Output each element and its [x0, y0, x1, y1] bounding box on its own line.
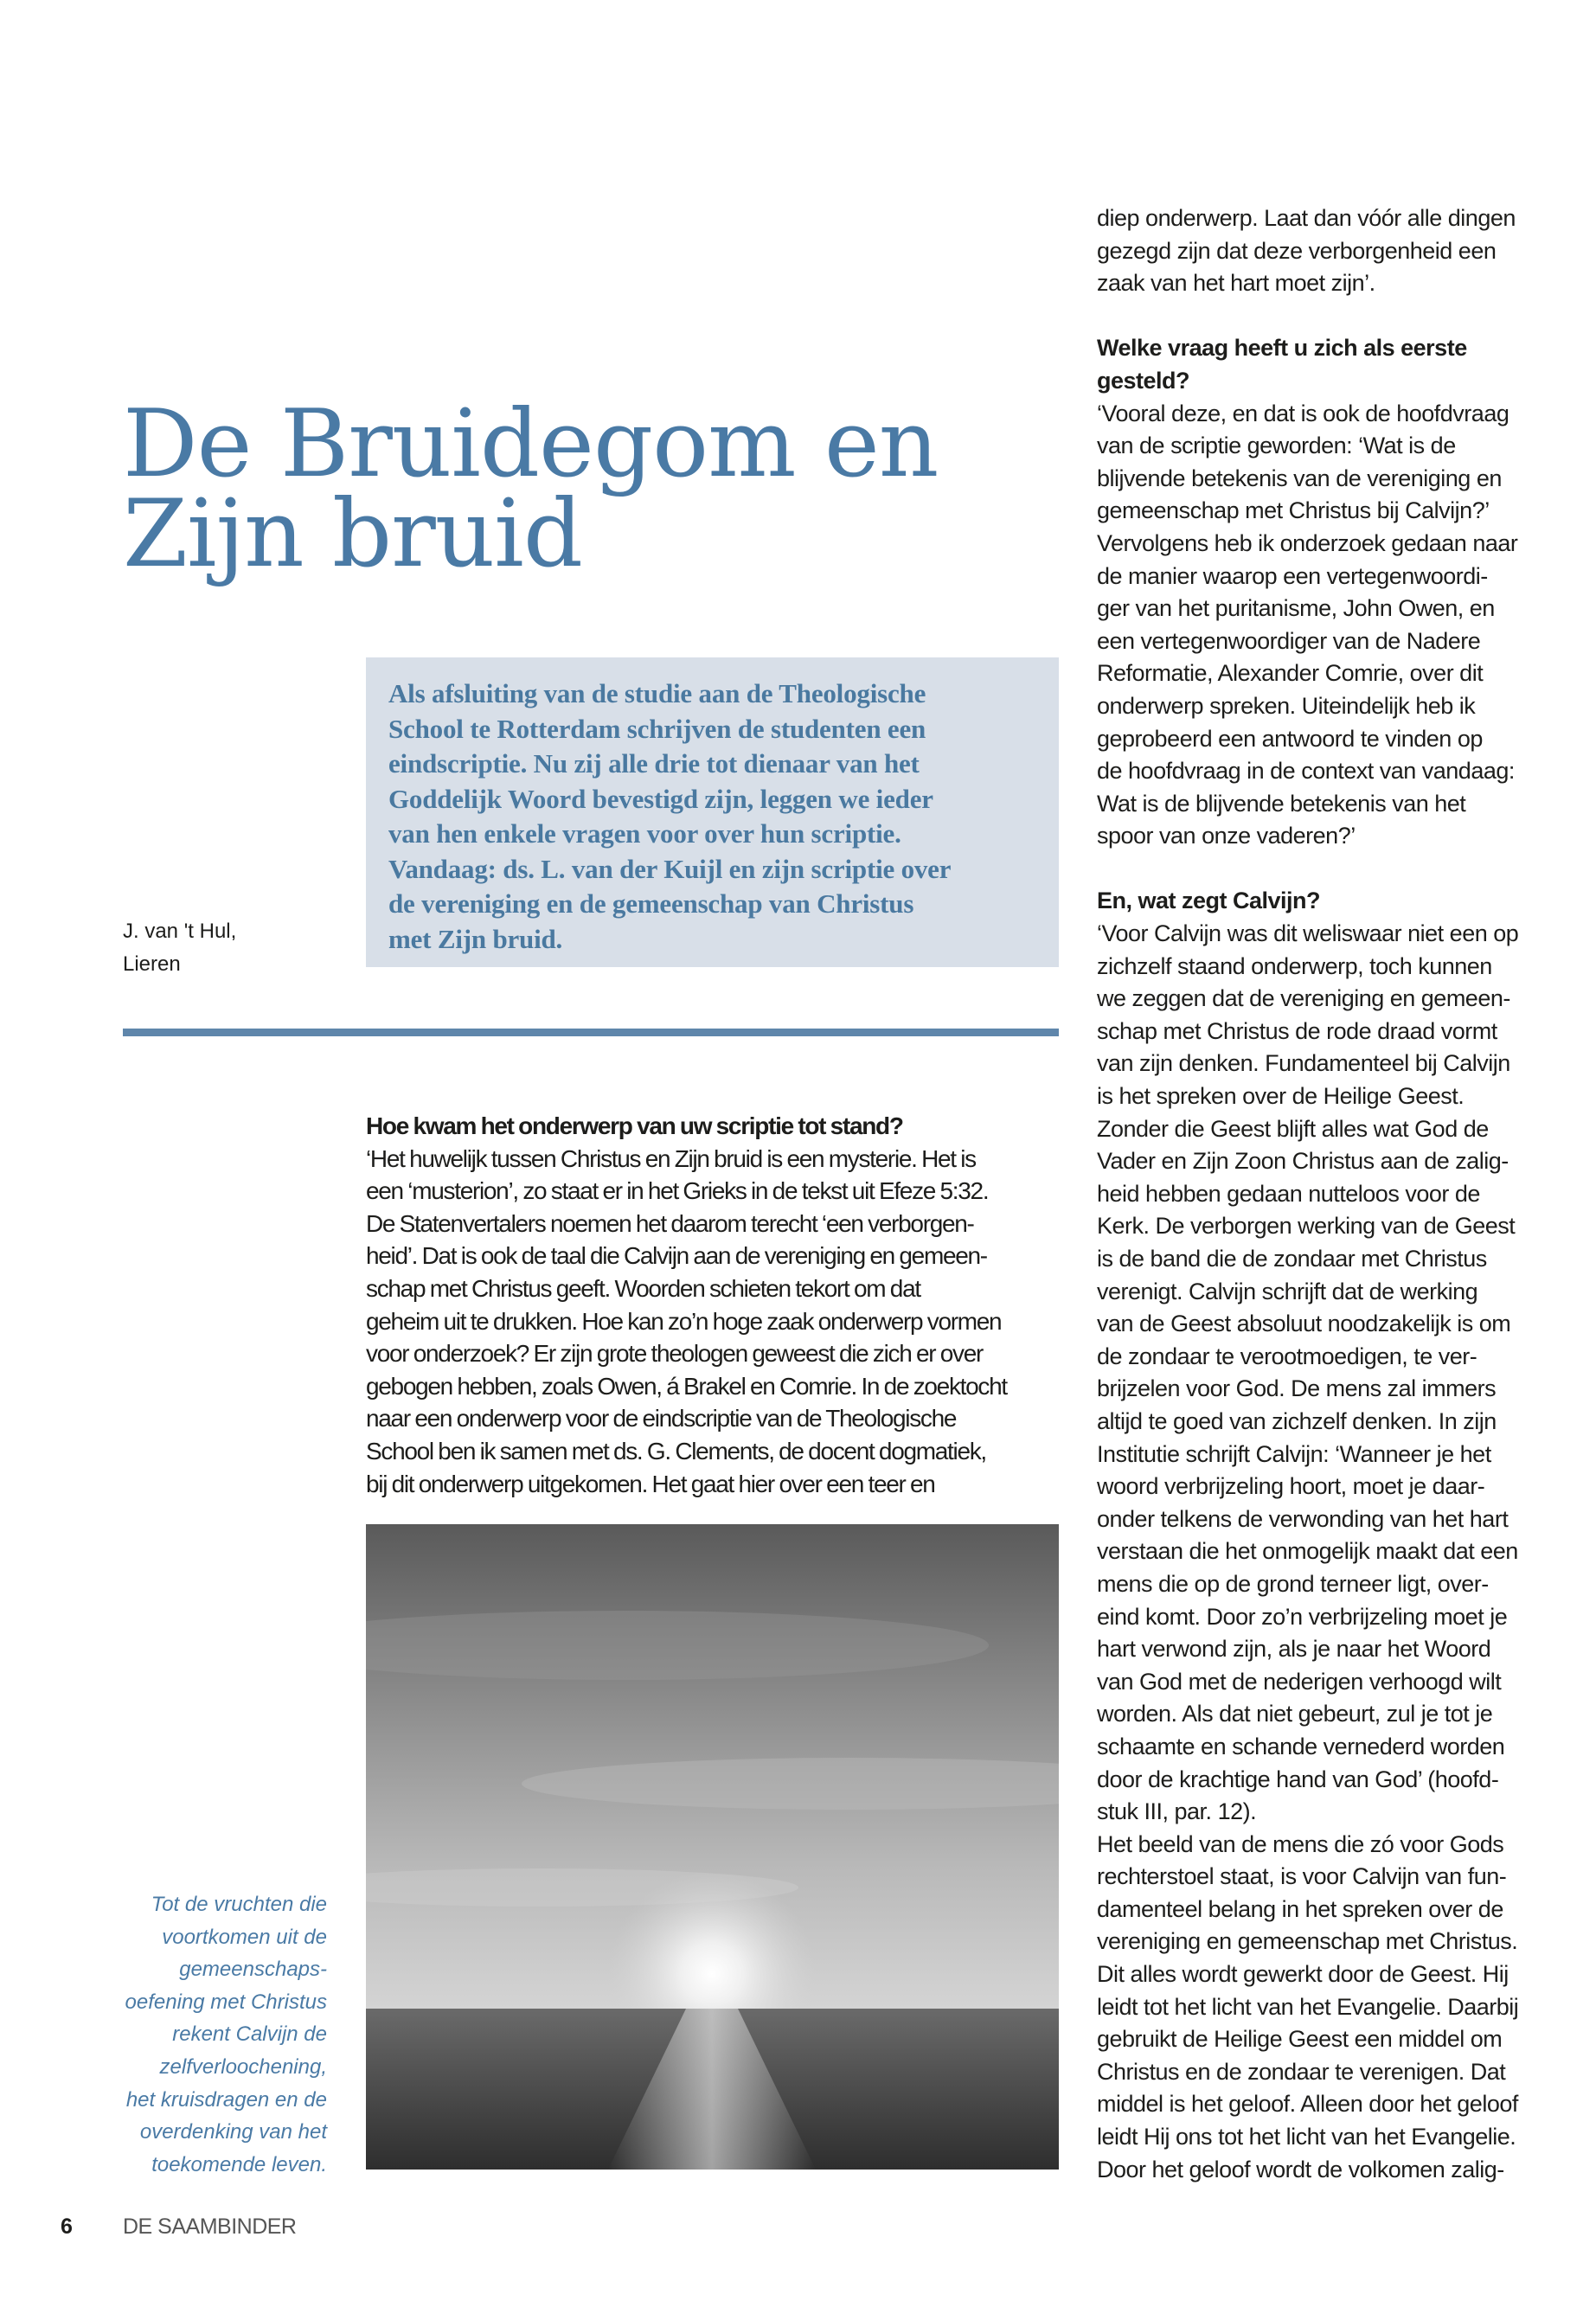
text-line: een ‘musterion’, zo staat er in het Grieks in de tekst uit Efeze 5:32. — [366, 1177, 989, 1205]
pull-quote — [87, 1888, 327, 2181]
text-line: blijvende betekenis van de vereniging en — [1097, 465, 1502, 491]
right-text-column — [1097, 202, 1518, 2186]
text-line: De Statenvertalers noemen het daarom terecht ‘een verborgen- — [366, 1209, 974, 1237]
text-line: heid’. Dat is ook de taal die Calvijn aan de vereniging en gemeen- — [366, 1242, 987, 1270]
title-line-1: De Bruidegom en — [123, 390, 939, 498]
text-line: de hoofdvraag in de context van vandaag: — [1097, 758, 1515, 785]
text-line: verstaan die het onmogelijk maakt dat een — [1097, 1538, 1518, 1565]
text-line: van de Geest absoluut noodzakelijk is om — [1097, 1311, 1511, 1337]
text-line: geheim uit te drukken. Hoe kan zo’n hoge zaak onderwerp vormen — [366, 1307, 1002, 1335]
text-line: Institutie schrijft Calvijn: ‘Wanneer je het — [1097, 1440, 1491, 1467]
text-line: Christus en de zondaar te verenigen. Dat — [1097, 2058, 1506, 2085]
text-line: damenteel belang in het spreken over de — [1097, 1895, 1503, 1922]
text-line: verenigt. Calvijn schrijft dat de werking — [1097, 1278, 1478, 1304]
section-heading: Welke vraag heeft u zich als eerste — [1097, 335, 1467, 362]
sunset-image — [366, 1524, 1059, 2170]
text-line: ‘Het huwelijk tussen Christus en Zijn bruid is een mysterie. Het is — [366, 1144, 976, 1172]
section-divider — [123, 1029, 1059, 1036]
text-line: Door het geloof wordt de volkomen zalig- — [1097, 2156, 1504, 2182]
text-line: heid hebben gedaan nutteloos voor de — [1097, 1180, 1480, 1207]
text-line: onderwerp spreken. Uiteindelijk heb ik — [1097, 692, 1476, 719]
quote-line: Tot de vruchten die — [151, 1893, 327, 1916]
text-line: de zondaar te verootmoedigen, te ver- — [1097, 1343, 1477, 1369]
magazine-name: DE SAAMBINDER — [123, 2214, 297, 2239]
text-line: altijd te goed van zichzelf denken. In zijn — [1097, 1407, 1497, 1434]
intro-line: van hen enkele vragen voor over hun scriptie. — [388, 818, 901, 849]
text-line: zichzelf staand onderwerp, toch kunnen — [1097, 952, 1492, 979]
text-line: Vader en Zijn Zoon Christus aan de zalig- — [1097, 1148, 1509, 1175]
intro-line: Goddelijk Woord bevestigd zijn, leggen we ieder — [388, 783, 933, 814]
text-line: de manier waarop een vertegenwoordi- — [1097, 562, 1488, 589]
sunset-sea-photo — [366, 1524, 1059, 2170]
text-line: geprobeerd een antwoord te vinden op — [1097, 725, 1483, 752]
intro-line: eindscriptie. Nu zij alle drie tot dienaar van het — [388, 748, 920, 779]
intro-line: de vereniging en de gemeenschap van Christus — [388, 888, 914, 919]
text-line: bij dit onderwerp uitgekomen. Het gaat hier over een teer en — [366, 1470, 935, 1497]
text-line: eind komt. Door zo’n verbrijzeling moet je — [1097, 1603, 1508, 1630]
text-line — [1097, 853, 1518, 886]
quote-line: voortkomen uit de — [162, 1925, 327, 1949]
text-line: gezegd zijn dat deze verborgenheid een — [1097, 237, 1497, 264]
text-line: Dit alles wordt gewerkt door de Geest. Hij — [1097, 1961, 1509, 1988]
text-line: Kerk. De verborgen werking van de Geest — [1097, 1213, 1516, 1240]
text-line: diep onderwerp. Laat dan vóór alle dingen — [1097, 205, 1516, 231]
intro-line: Als afsluiting van de studie aan de Theologische — [388, 678, 926, 708]
text-line: ‘Voor Calvijn was dit weliswaar niet een op — [1097, 920, 1519, 947]
text-line: zaak van het hart moet zijn’. — [1097, 270, 1375, 297]
text-line: vereniging en gemeenschap met Christus. — [1097, 1928, 1518, 1955]
author-name: J. van 't Hul, — [123, 920, 237, 943]
quote-line: overdenking van het — [139, 2120, 327, 2144]
text-line: spoor van onze vaderen?’ — [1097, 823, 1356, 849]
author-place: Lieren — [123, 952, 181, 976]
text-line: brijzelen voor God. De mens zal immers — [1097, 1375, 1497, 1402]
text-line: Het beeld van de mens die zó voor Gods — [1097, 1830, 1504, 1857]
text-line: naar een onderwerp voor de eindscriptie van de Theologische — [366, 1405, 957, 1433]
text-line: schaamte en schande vernederd worden — [1097, 1733, 1505, 1759]
text-line: mens die op de grond terneer ligt, over- — [1097, 1570, 1489, 1597]
text-line: worden. Als dat niet gebeurt, zul je tot je — [1097, 1701, 1493, 1727]
title-line-2: Zijn bruid — [123, 480, 582, 588]
text-line: leidt tot het licht van het Evangelie. Daarbij — [1097, 1993, 1519, 2020]
text-line: Vervolgens heb ik onderzoek gedaan naar — [1097, 529, 1518, 556]
text-line: ‘Vooral deze, en dat is ook de hoofdvraag — [1097, 400, 1509, 426]
text-line: een vertegenwoordiger van de Nadere — [1097, 627, 1481, 654]
intro-line: School te Rotterdam schrijven de studenten een — [388, 713, 926, 744]
text-line: onder telkens de verwonding van het hart — [1097, 1505, 1509, 1532]
text-line: gebogen hebben, zoals Owen, á Brakel en Comrie. In de zoektocht — [366, 1372, 1007, 1400]
quote-line: oefening met Christus — [125, 1990, 327, 2014]
text-line: woord verbrijzeling hoort, moet je daar- — [1097, 1473, 1485, 1500]
text-line: is het spreken over de Heilige Geest. — [1097, 1083, 1465, 1110]
text-line: Zonder die Geest blijft alles wat God de — [1097, 1115, 1489, 1142]
text-line: middel is het geloof. Alleen door het geloof — [1097, 2091, 1518, 2118]
text-line — [1097, 300, 1518, 333]
intro-line: met Zijn bruid. — [388, 923, 563, 954]
text-line: stuk III, par. 12). — [1097, 1798, 1257, 1825]
quote-line: rekent Calvijn de — [172, 2022, 327, 2047]
text-line: rechterstoel staat, is voor Calvijn van fun- — [1097, 1863, 1507, 1890]
quote-line: gemeenschaps- — [179, 1958, 327, 1982]
text-line: voor onderzoek? Er zijn grote theologen geweest die zich er over — [366, 1340, 984, 1368]
intro-line: Vandaag: ds. L. van der Kuijl en zijn scriptie over — [388, 853, 952, 884]
quote-line: het kruisdragen en de — [125, 2087, 327, 2112]
text-line: schap met Christus de rode draad vormt — [1097, 1017, 1497, 1044]
text-line: van zijn denken. Fundamenteel bij Calvijn — [1097, 1050, 1510, 1077]
author-byline — [123, 915, 236, 981]
quote-line: zelfverloochening, — [159, 2054, 327, 2079]
text-line: Reformatie, Alexander Comrie, over dit — [1097, 660, 1484, 687]
section-heading: En, wat zegt Calvijn? — [1097, 888, 1321, 914]
section-heading: gesteld? — [1097, 367, 1190, 394]
text-line: gemeenschap met Christus bij Calvijn?’ — [1097, 497, 1490, 524]
text-line: gebruikt de Heilige Geest een middel om — [1097, 2026, 1503, 2053]
article-title — [123, 390, 939, 588]
text-line: School ben ik samen met ds. G. Clements, de docent dogmatiek, — [366, 1437, 986, 1465]
section-heading: Hoe kwam het onderwerp van uw scriptie tot stand? — [366, 1112, 903, 1139]
text-line: hart verwond zijn, als je naar het Woord — [1097, 1636, 1491, 1663]
intro-box — [366, 657, 1059, 967]
page-number: 6 — [61, 2214, 73, 2239]
text-line: leidt Hij ons tot het licht van het Evangelie. — [1097, 2124, 1516, 2150]
text-line: van God met de nederigen verhoogd wilt — [1097, 1668, 1502, 1695]
middle-text-column — [366, 1110, 1007, 1500]
text-line: schap met Christus geeft. Woorden schieten tekort om dat — [366, 1274, 920, 1302]
text-line: ger van het puritanisme, John Owen, en — [1097, 595, 1495, 622]
quote-line: toekomende leven. — [151, 2152, 327, 2176]
text-line: door de krachtige hand van God’ (hoofd- — [1097, 1766, 1499, 1792]
text-line: Wat is de blijvende betekenis van het — [1097, 790, 1466, 817]
text-line: we zeggen dat de vereniging en gemeen- — [1097, 985, 1510, 1012]
text-line: van de scriptie geworden: ‘Wat is de — [1097, 433, 1456, 459]
text-line: is de band die de zondaar met Christus — [1097, 1246, 1487, 1272]
